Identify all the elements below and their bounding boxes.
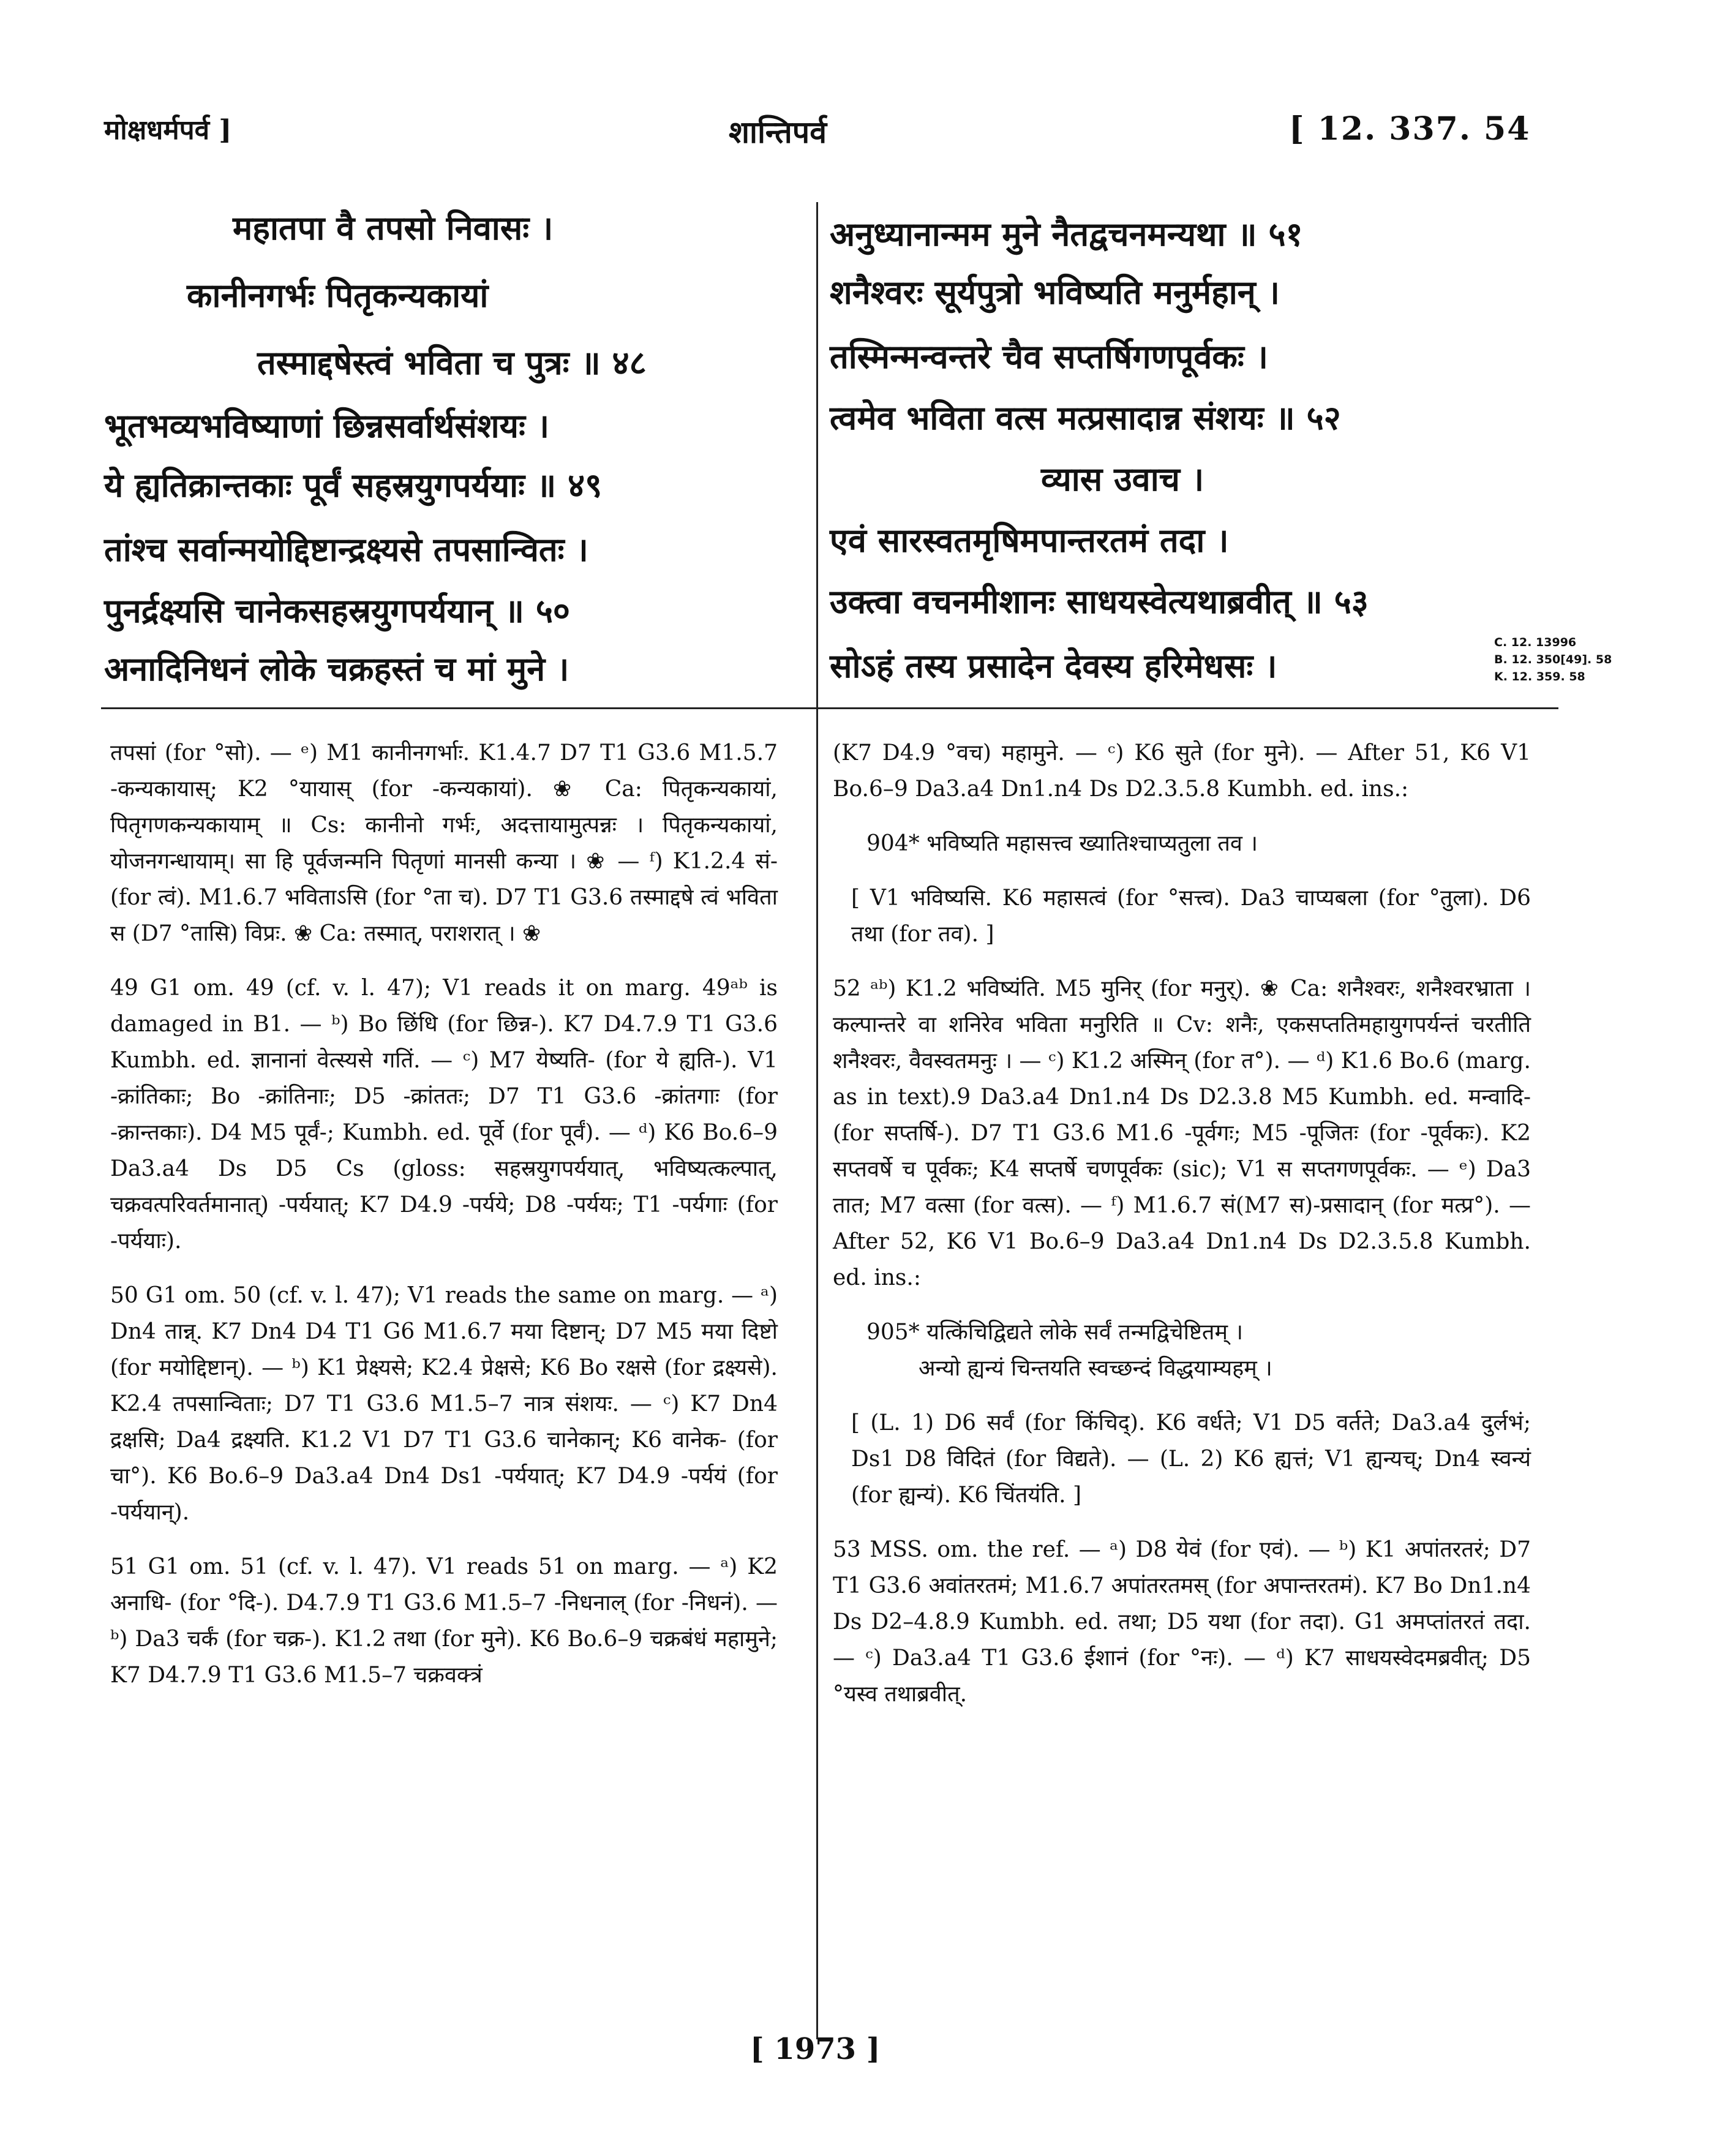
interpolation-904: 904* भविष्यति महासत्त्व ख्यातिश्चाप्यतुला तव । bbox=[866, 831, 1258, 856]
interpolation-905-line-2: अन्यो ह्यन्यं चिन्तयति स्वच्छन्दं विद्धयाम्यहम् । bbox=[919, 1356, 1272, 1381]
page-number: [ 1973 ] bbox=[750, 2032, 881, 2066]
apparatus-note: 49 G1 om. 49 (cf. v. l. 47); V1 reads it on marg. 49ᵃᵇ is damaged in B1. — ᵇ) Bo छिंधि (for छिन्न-). K7 D4.7.9 T1 G3.6 Kumbh. ed. ज्ञानानां वेत्स्यसे गतिं. — ᶜ) M7 येष्यति- (for ये ह्यति-). V1 -क्रांतिकाः; Bo -क्रांतिनाः; D5 -क्रांततः; D7 T1 G3.6 -क्रांतगाः (for -क्रान्तकाः). D4 M5 पूर्वं-; Kumbh. ed. पूर्वे (for पूर्वं). — ᵈ) K6 Bo.6–9 Da3.a4 Ds D5 Cs (gloss: सहस्रयुगपर्ययात्, भविष्यत्कल्पात्, चक्रवत्परिवर्तमानात्) -पर्ययात्; K7 D4.9 -पर्यये; D8 -पर्ययः; T1 -पर्यगाः (for -पर्ययाः). bbox=[110, 976, 778, 1254]
apparatus-right-column bbox=[833, 735, 1531, 1731]
verse-line: तांश्च सर्वान्मयोद्दिष्टान्द्रक्ष्यसे तपसान्वितः । bbox=[104, 530, 588, 569]
verse-line: शनैश्वरः सूर्यपुत्रो भविष्यति मनुर्महान् । bbox=[830, 273, 1280, 312]
verse-line: एवं सारस्वतमृषिमपान्तरतमं तदा । bbox=[830, 521, 1229, 560]
verse-line: अनादिनिधनं लोके चक्रहस्तं च मां मुने । bbox=[104, 649, 569, 688]
horizontal-rule bbox=[101, 707, 1558, 709]
verse-line: सोऽहं तस्य प्रसादेन देवस्य हरिमेधसः । bbox=[830, 646, 1277, 685]
verse-line: अनुध्यानान्मम मुने नैतद्वचनमन्यथा ॥ ५१ bbox=[830, 214, 1303, 254]
verse-line: कानीनगर्भः पितृकन्यकायां bbox=[187, 276, 489, 315]
running-header-reference: [ 12. 337. 54 bbox=[1289, 110, 1531, 148]
interpolation-variants: [ (L. 1) D6 सर्वं (for किंचिद्). K6 वर्धते; V1 D5 वर्तते; Da3.a4 दुर्लभं; Ds1 D8 विदितं (for विद्यते). — (L. 2) K6 ह्यत्तं; V1 ह्यन्यच्; Dn4 स्वन्यं (for ह्यन्यं). K6 चिंतयंति. ] bbox=[851, 1410, 1531, 1508]
concordance-ref: C. 12. 13996 bbox=[1494, 636, 1577, 649]
apparatus-note: 50 G1 om. 50 (cf. v. l. 47); V1 reads the same on marg. — ᵃ) Dn4 तान्न्. K7 Dn4 D4 T1 G6 M1.6.7 मया दिष्टान्; D7 M5 मया दिष्टो (for मयोद्दिष्टान्). — ᵇ) K1 प्रेक्ष्यसे; K2.4 प्रेक्षसे; K6 Bo रक्षसे (for द्रक्ष्यसे). K2.4 तपसान्विताः; D7 T1 G3.6 M1.5–7 नात्र संशयः. — ᶜ) K7 Dn4 द्रक्षसि; Da4 द्रक्ष्यति. K1.2 V1 D7 T1 G3.6 चानेकान्; K6 वानेक- (for चा°). K6 Bo.6–9 Da3.a4 Dn4 Ds1 -पर्ययात्; K7 D4.9 -पर्ययं (for -पर्ययान्). bbox=[110, 1283, 778, 1525]
verse-line: उक्त्वा वचनमीशानः साधयस्वेत्यथाब्रवीत् ॥ ५३ bbox=[830, 582, 1369, 621]
running-header-title: शान्तिपर्व bbox=[729, 114, 827, 150]
verse-line: ये ह्यतिक्रान्तकाः पूर्वं सहस्रयुगपर्ययाः ॥ ४९ bbox=[104, 465, 603, 505]
apparatus-note: 52 ᵃᵇ) K1.2 भविष्यंति. M5 मुनिर् (for मनुर्). ❀ Ca: शनैश्वरः, शनैश्वरभ्राता । कल्पान्तरे वा शनिरेव भविता मनुरिति ॥ Cv: शनैः, एकसप्ततिमहायुगपर्यन्तं चरतीति शनैश्वरः, वैवस्वतमनुः । — ᶜ) K1.2 अस्मिन् (for त°). — ᵈ) K1.6 Bo.6 (marg. as in text).9 Da3.a4 Dn1.n4 Ds D2.3.8 M5 Kumbh. ed. मन्वादि- (for सप्तर्षि-). D7 T1 G3.6 M1.6 -पूर्वगः; M5 -पूजितः (for -पूर्वकः). K2 सप्तवर्षे च पूर्वकः; K4 सप्तर्षे चणपूर्वकः (sic); V1 स सप्तगणपूर्वकः. — ᵉ) Da3 तात; M7 वत्सा (for वत्स). — ᶠ) M1.6.7 सं(M7 स)-प्रसादान् (for मत्प्र°). — After 52, K6 V1 Bo.6–9 Da3.a4 Dn1.n4 Ds D2.3.5.8 Kumbh. ed. ins.: bbox=[833, 976, 1531, 1290]
concordance-ref: K. 12. 359. 58 bbox=[1494, 670, 1585, 683]
apparatus-note: 53 MSS. om. the ref. — ᵃ) D8 येवं (for एवं). — ᵇ) K1 अपांतरतरं; D7 T1 G3.6 अवांतरतमं; M1.6.7 अपांतरतमस् (for अपान्तरतमं). K7 Bo Dn1.n4 Ds D2–4.8.9 Kumbh. ed. तथा; D5 यथा (for तदा). G1 अमप्तांतरतं तदा. — ᶜ) Da3.a4 T1 G3.6 ईशानं (for °नः). — ᵈ) K7 साधयस्वेदमब्रवीत्; D5 °यस्व तथाब्रवीत्. bbox=[833, 1537, 1531, 1707]
apparatus-note: तपसां (for °सो). — ᵉ) M1 कानीनगर्भाः. K1.4.7 D7 T1 G3.6 M1.5.7 -कन्यकायास्; K2 °यायास् (for -कन्यकायां). ❀ Ca: पितृकन्यकायां, पितृगणकन्यकायाम् ॥ Cs: कानीनो गर्भः, अदत्तायामुत्पन्नः । पितृकन्यकायां, योजनगन्धायाम्। सा हि पूर्वजन्मनि पितृणां मानसी कन्या । ❀ — ᶠ) K1.2.4 सं- (for त्वं). M1.6.7 भविताऽसि (for °ता च). D7 T1 G3.6 तस्माद्दषे त्वं भविता स (D7 °तासि) विप्रः. ❀ Ca: तस्मात्, पराशरात् । ❀ bbox=[110, 740, 778, 946]
apparatus-left-column bbox=[110, 735, 778, 1712]
verse-line: त्वमेव भविता वत्स मत्प्रसादान्न संशयः ॥ ५२ bbox=[830, 398, 1341, 437]
verse-line: तस्मिन्मन्वन्तरे चैव सप्तर्षिगणपूर्वकः । bbox=[830, 337, 1269, 376]
verse-line: तस्माद्दषेस्त्वं भविता च पुत्रः ॥ ४८ bbox=[257, 343, 647, 382]
interpolation-variants: [ V1 भविष्यसि. K6 महासत्वं (for °सत्त्व). Da3 चाप्यबला (for °तुला). D6 तथा (for तव). ] bbox=[851, 886, 1531, 947]
apparatus-note: 51 G1 om. 51 (cf. v. l. 47). V1 reads 51 on marg. — ᵃ) K2 अनाधि- (for °दि-). D4.7.9 T1 G3.6 M1.5–7 -निधनाल् (for -निधनं). — ᵇ) Da3 चर्कं (for चक्र-). K1.2 तथा (for मुने). K6 Bo.6–9 चक्रबंधं महामुने; K7 D4.7.9 T1 G3.6 M1.5–7 चक्रवक्त्रं bbox=[110, 1554, 778, 1688]
concordance-ref: B. 12. 350[49]. 58 bbox=[1494, 653, 1612, 666]
running-header-section: मोक्षधर्मपर्व ] bbox=[104, 115, 232, 146]
verse-line: भूतभव्यभविष्याणां छिन्नसर्वार्थसंशयः । bbox=[104, 406, 550, 445]
speaker-line: व्यास उवाच । bbox=[1041, 459, 1204, 499]
verse-line: महातपा वै तपसो निवासः । bbox=[233, 208, 554, 247]
verse-line: पुनर्द्रक्ष्यसि चानेकसहस्रयुगपर्ययान् ॥ ५० bbox=[104, 591, 570, 630]
interpolation-905-line-1: 905* यत्किंचिद्विद्यते लोके सर्वं तन्मद्विचेष्टितम् । bbox=[866, 1320, 1244, 1345]
column-divider bbox=[816, 202, 818, 2039]
apparatus-note: (K7 D4.9 °वच) महामुने. — ᶜ) K6 सुते (for मुने). — After 51, K6 V1 Bo.6–9 Da3.a4 Dn1.n4 Ds D2.3.5.8 Kumbh. ed. ins.: bbox=[833, 740, 1531, 802]
